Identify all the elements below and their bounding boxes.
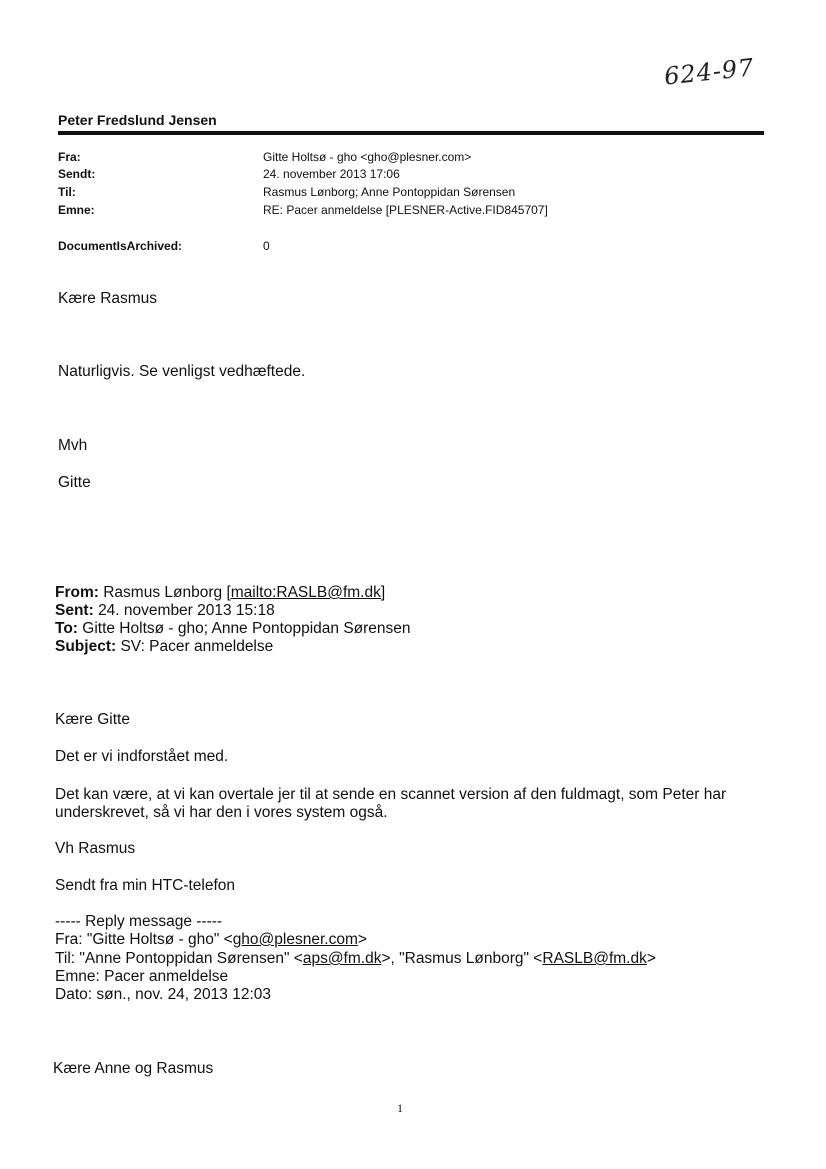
archived-value: 0	[263, 239, 270, 253]
reply-greeting: Kære Rasmus	[58, 290, 158, 307]
reply-message-dato: Dato: søn., nov. 24, 2013 12:03	[55, 986, 271, 1003]
header-value-emne: RE: Pacer anmeldelse [PLESNER-Active.FID845707]	[263, 203, 548, 217]
reply-message-fra	[55, 931, 367, 949]
page-number: 1	[397, 1101, 403, 1115]
reply-text: Naturligvis. Se venligst vedhæftede.	[58, 363, 306, 380]
rm-til-prefix: Til: "Anne Pontoppidan Sørensen" <	[55, 950, 303, 967]
reply-closing: Mvh	[58, 437, 88, 454]
fwd-greeting: Kære Gitte	[55, 711, 130, 728]
header-value-fra: Gitte Holtsø - gho <gho@plesner.com>	[263, 150, 472, 164]
fwd-line2a: Det kan være, at vi kan overtale jer til at sende en scannet version af den fuldmagt, som Peter har	[55, 786, 727, 803]
reply-signature: Gitte	[58, 474, 91, 491]
reply-message-divider: ----- Reply message -----	[55, 913, 223, 930]
reply-message-emne: Emne: Pacer anmeldelse	[55, 968, 229, 985]
fwd-from-value: Rasmus Lønborg	[103, 584, 227, 601]
header-rule	[58, 131, 764, 135]
header-label-emne: Emne:	[58, 203, 95, 217]
rm-til-suffix: >	[646, 950, 656, 967]
archived-label: DocumentIsArchived:	[58, 239, 183, 253]
rm-til-mid: >, "Rasmus Lønborg" <	[381, 950, 543, 967]
header-label-til: Til:	[58, 185, 76, 199]
reply-message-greeting: Kære Anne og Rasmus	[53, 1060, 214, 1077]
fwd-closing: Vh Rasmus	[55, 840, 136, 857]
fwd-line1: Det er vi indforstået med.	[55, 748, 229, 765]
fwd-line2b: underskrevet, så vi har den i vores system også.	[55, 804, 388, 821]
fwd-subject-label: Subject:	[55, 638, 117, 655]
header-value-sendt: 24. november 2013 17:06	[263, 167, 400, 181]
handwritten-stamp: 624-97	[662, 53, 756, 91]
fwd-sent-value: 24. november 2013 15:18	[98, 602, 275, 619]
fwd-from-link[interactable]: [mailto:RASLB@fm.dk]	[226, 584, 386, 601]
fwd-to-line	[55, 620, 411, 638]
fwd-from-label: From:	[55, 584, 99, 601]
header-label-sendt: Sendt:	[58, 167, 96, 181]
fwd-subject-value: SV: Pacer anmeldelse	[120, 638, 274, 655]
fwd-sent-label: Sent:	[55, 602, 94, 619]
rm-til-link-raslb[interactable]: RASLB@fm.dk	[542, 950, 647, 967]
rm-til-link-aps[interactable]: aps@fm.dk	[302, 950, 382, 967]
fwd-to-label: To:	[55, 620, 78, 637]
rm-fra-prefix: Fra: "Gitte Holtsø - gho" <	[55, 931, 233, 948]
sender-name: Peter Fredslund Jensen	[58, 112, 217, 128]
rm-fra-link[interactable]: gho@plesner.com	[232, 931, 358, 948]
fwd-sent-line	[55, 602, 275, 620]
header-value-til: Rasmus Lønborg; Anne Pontoppidan Sørensen	[263, 185, 516, 199]
header-label-fra: Fra:	[58, 150, 81, 164]
fwd-subject-line	[55, 638, 273, 656]
rm-fra-suffix: >	[357, 931, 367, 948]
fwd-from-line	[55, 584, 385, 602]
fwd-sent-from: Sendt fra min HTC-telefon	[55, 877, 236, 894]
fwd-to-value: Gitte Holtsø - gho; Anne Pontoppidan Sørensen	[82, 620, 411, 637]
reply-message-til	[55, 950, 656, 968]
